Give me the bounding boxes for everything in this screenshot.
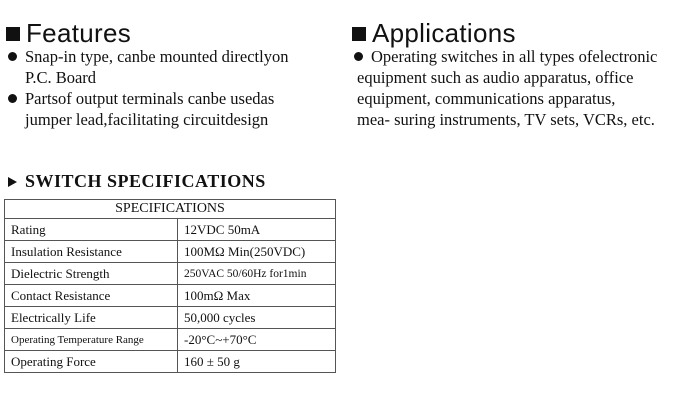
features-item-line: jumper lead,facilitating circuitdesign bbox=[25, 110, 269, 129]
square-bullet-icon bbox=[6, 27, 20, 41]
triangle-arrow-icon bbox=[8, 177, 17, 187]
applications-line: mea- suring instruments, TV sets, VCRs, etc. bbox=[357, 110, 655, 129]
applications-heading-text: Applications bbox=[372, 18, 516, 48]
table-row bbox=[5, 307, 336, 329]
applications-line: Operating switches in all types ofelectronic bbox=[371, 47, 658, 66]
features-item-line: P.C. Board bbox=[25, 68, 97, 87]
spec-label: Operating Force bbox=[5, 351, 178, 373]
spec-label: Rating bbox=[5, 219, 178, 241]
spec-value: 12VDC 50mA bbox=[178, 219, 336, 241]
spec-value: 160 ± 50 g bbox=[178, 351, 336, 373]
features-heading-text: Features bbox=[26, 18, 132, 48]
features-item-line: Partsof output terminals canbe usedas bbox=[25, 89, 275, 108]
spec-value: 100mΩ Max bbox=[178, 285, 336, 307]
table-row bbox=[5, 329, 336, 351]
square-bullet-icon bbox=[352, 27, 366, 41]
features-heading bbox=[6, 18, 131, 49]
spec-value: 100MΩ Min(250VDC) bbox=[178, 241, 336, 263]
specifications-table bbox=[4, 199, 336, 373]
table-row bbox=[5, 219, 336, 241]
applications-text bbox=[354, 46, 657, 130]
features-item bbox=[8, 88, 288, 130]
switch-specs-title-text: SWITCH SPECIFICATIONS bbox=[25, 171, 266, 191]
spec-value: 50,000 cycles bbox=[178, 307, 336, 329]
spec-label: Dielectric Strength bbox=[5, 263, 178, 285]
features-item bbox=[8, 46, 288, 88]
table-row bbox=[5, 263, 336, 285]
table-header: SPECIFICATIONS bbox=[5, 200, 336, 219]
bullet-icon bbox=[354, 52, 363, 61]
features-item-line: Snap-in type, canbe mounted directlyon bbox=[25, 47, 289, 66]
spec-label: Electrically Life bbox=[5, 307, 178, 329]
applications-heading bbox=[352, 18, 516, 49]
table-row bbox=[5, 285, 336, 307]
table-row bbox=[5, 351, 336, 373]
bullet-icon bbox=[8, 52, 17, 61]
spec-label: Contact Resistance bbox=[5, 285, 178, 307]
table-row bbox=[5, 241, 336, 263]
spec-value: 250VAC 50/60Hz for1min bbox=[178, 263, 336, 285]
spec-label: Operating Temperature Range bbox=[5, 329, 178, 351]
bullet-icon bbox=[8, 94, 17, 103]
applications-line: equipment such as audio apparatus, office bbox=[357, 68, 634, 87]
spec-value: -20°C~+70°C bbox=[178, 329, 336, 351]
features-list bbox=[8, 46, 288, 130]
applications-line: equipment, communications apparatus, bbox=[357, 89, 616, 108]
switch-specs-title bbox=[8, 171, 266, 192]
spec-label: Insulation Resistance bbox=[5, 241, 178, 263]
